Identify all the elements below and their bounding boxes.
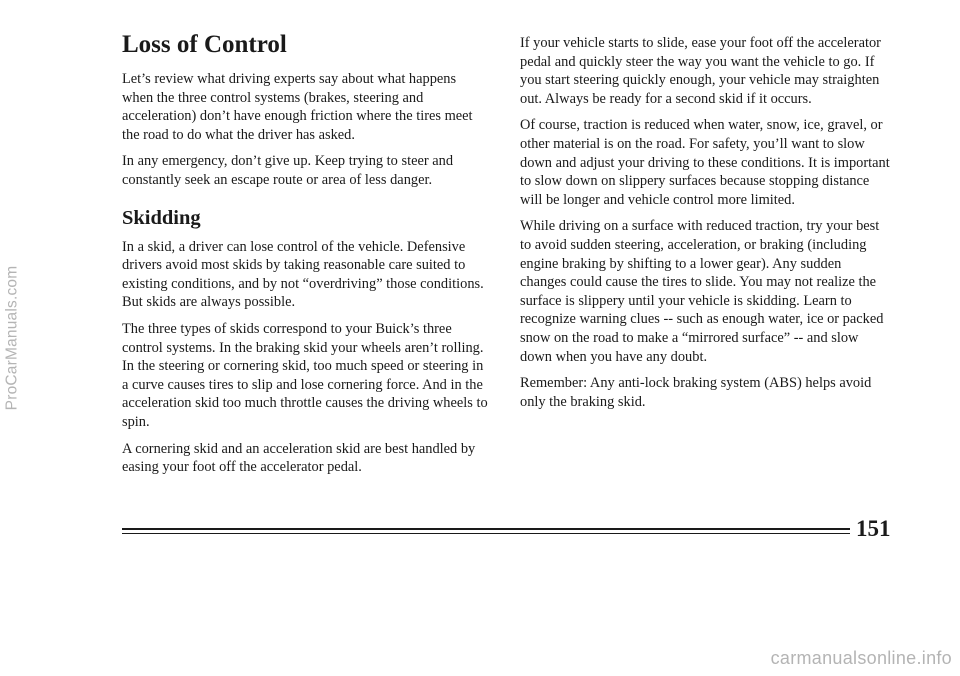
skid-paragraph-1: In a skid, a driver can lose control of the vehicle. Defensive drivers avoid most skids by taking reasonable care suited to existing conditions, and by not “overdriving” those conditions. But skids are always possible. [122, 238, 484, 311]
skid-paragraph-3: A cornering skid and an acceleration skid are best handled by easing your foot off the accelerator pedal. [122, 440, 476, 476]
side-watermark-text: ProCarManuals.com [3, 265, 21, 411]
footer-rule-thin [122, 533, 850, 534]
right-paragraph-1: If your vehicle starts to slide, ease your foot off the accelerator pedal and quickly steer the way you want the vehicle to go. If you start steering quickly enough, your vehicle may straighten out. Always be ready for a second skid if it occurs. [520, 35, 881, 107]
footer-rule-thick [122, 528, 850, 530]
bottom-watermark: carmanualsonline.info [770, 648, 952, 668]
intro-paragraph-2: In any emergency, don’t give up. Keep trying to steer and constantly seek an escape route or area of less danger. [122, 153, 454, 188]
right-column [520, 34, 890, 419]
right-paragraph-4: Remember: Any anti-lock braking system (ABS) helps avoid only the braking skid. [520, 375, 872, 410]
intro-paragraph-1: Let’s review what driving experts say about what happens when the three control systems (brakes, steering and acceleration) don’t have enough friction where the tires meet the road to do what the driver has asked. [122, 71, 473, 143]
side-watermark [0, 0, 24, 676]
left-column [122, 26, 488, 485]
skid-paragraph-2: The three types of skids correspond to your Buick’s three control systems. In the braking skid your wheels aren’t rolling. In the steering or cornering skid, too much speed or steering in a curve causes tires to slip and lose cornering force. And in the acceleration skid too much throttle causes the driving wheels to spin. [122, 320, 488, 430]
section-title: Loss of Control [122, 31, 287, 58]
right-paragraph-3: While driving on a surface with reduced traction, try your best to avoid sudden steering, acceleration, or braking (including engine braking by shifting to a lower gear). Any sudden changes could cause the tires to slide. You may not realize the surface is slippery until your vehicle is skidding. Learn to recognize warning clues -- such as enough water, ice or packed snow on the road to make a “mirrored surface” -- and slow down when you have any doubt. [520, 218, 884, 365]
subsection-title: Skidding [122, 206, 201, 229]
page-number: 151 [856, 516, 891, 541]
right-paragraph-2: Of course, traction is reduced when water, snow, ice, gravel, or other material is on the road. For safety, you’ll want to slow down and adjust your driving to these conditions. It is important to slow down on slippery surfaces because stopping distance will be longer and vehicle control more limited. [520, 117, 890, 208]
